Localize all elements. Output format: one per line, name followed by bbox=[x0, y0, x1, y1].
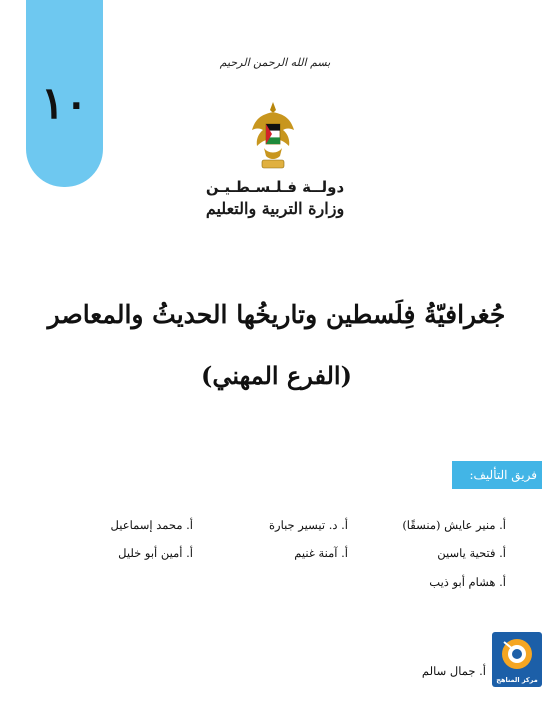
curriculum-center-logo bbox=[492, 632, 542, 687]
book-subtitle: (الفرع المهني) bbox=[201, 361, 352, 390]
palestine-eagle-emblem bbox=[250, 100, 296, 172]
basmala: بسم الله الرحمن الرحيم bbox=[219, 56, 331, 69]
author-name: أ. آمنة غنيم bbox=[294, 546, 348, 560]
author-name: أ. جمال سالم bbox=[421, 664, 486, 678]
state-name: دولــة فـلـسـطـيـن bbox=[205, 178, 345, 196]
grade-number: ١٠ bbox=[40, 78, 89, 129]
ministry-name: وزارة التربية والتعليم bbox=[205, 199, 345, 218]
author-name: أ. فتحية ياسين bbox=[437, 546, 506, 560]
author-name: أ. أمين أبو خليل bbox=[118, 546, 193, 560]
author-name: أ. هشام أبو ذيب bbox=[429, 575, 506, 589]
author-name: أ. منير عايش (منسقًا) bbox=[402, 518, 506, 532]
grade-tab bbox=[26, 0, 103, 187]
logo-text: مركز المناهج bbox=[496, 676, 538, 684]
book-title: جُغرافيّةُ فِلَسطين وتاريخُها الحديثُ والمعاصر bbox=[47, 300, 506, 329]
author-name: أ. د. تيسير جبارة bbox=[268, 518, 348, 532]
authoring-team-label: فريق التأليف: bbox=[452, 461, 542, 489]
author-name: أ. محمد إسماعيل bbox=[110, 518, 193, 532]
